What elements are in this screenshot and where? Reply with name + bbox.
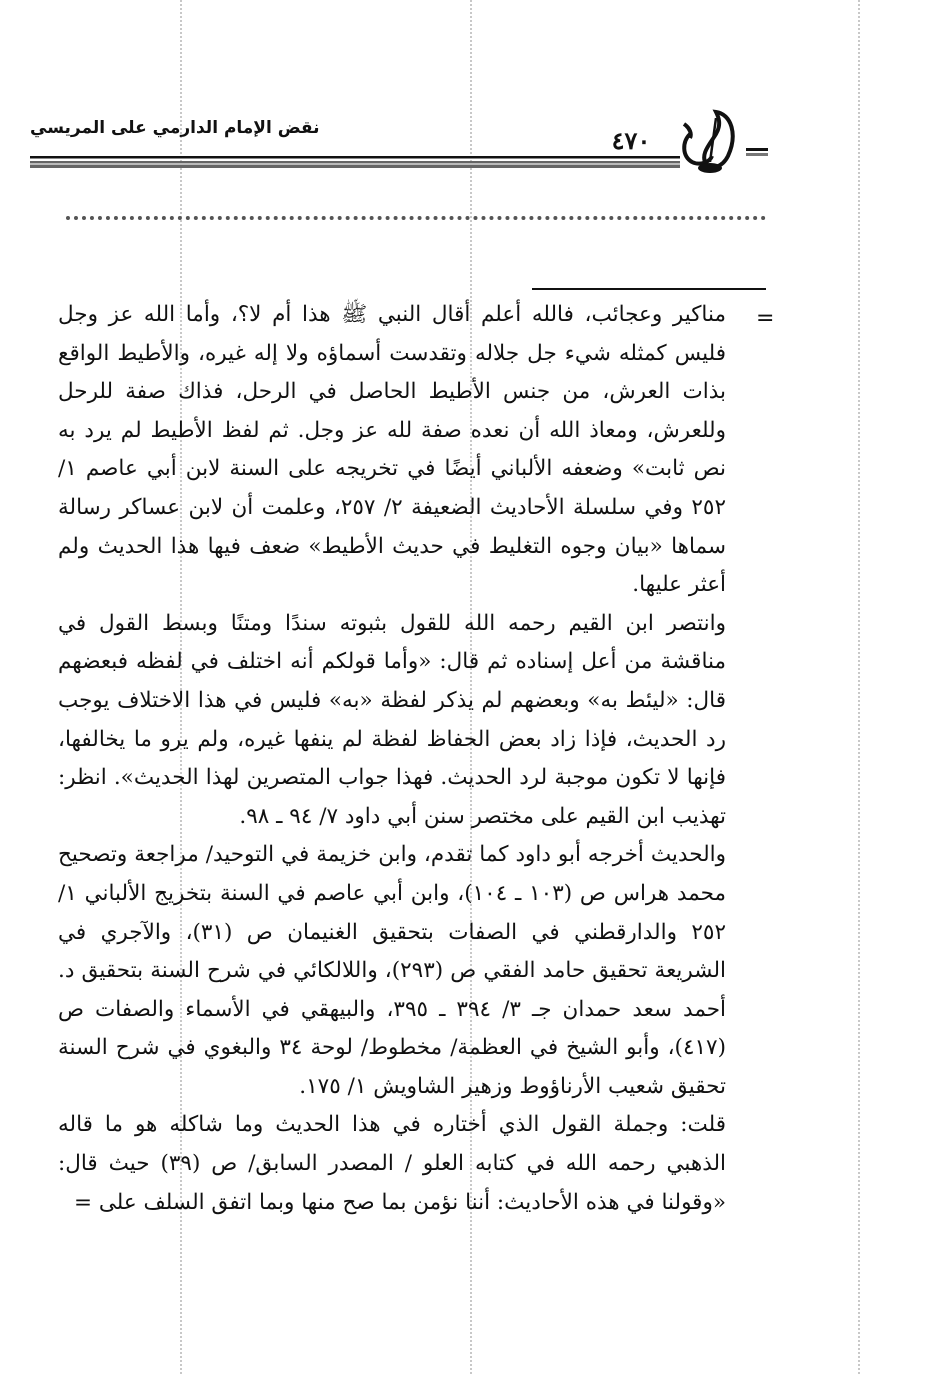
dotted-separator <box>66 216 766 226</box>
footnote-continuation-mark: = <box>756 306 775 331</box>
footnote-text <box>58 296 726 1222</box>
feather-quill-ornament-icon <box>676 104 744 176</box>
scan-artifact-line <box>858 0 860 1374</box>
footnote-trailing-mark: = <box>73 1189 92 1215</box>
header-rule <box>30 156 680 170</box>
footnote-paragraph: والحديث أخرجه أبو داود كما تقدم، وابن خزيمة في التوحيد/ مراجعة وتصحيح محمد هراس ص (١٠٣ ـ ١٠٤)، وابن أبي عاصم في السنة بتخريج الألباني ١/ ٢٥٢ والدارقطني في الصفات بتحقيق الغنيمان ص (٣١)، والآجري في الشريعة تحقيق حامد الفقي ص (٢٩٣)، واللالكائي في شرح السنة بتحقيق د. أحمد سعد حمدان جـ ٣/ ٣٩٤ ـ ٣٩٥، والبيهقي في الأسماء والصفات ص (٤١٧)، وأبو الشيخ في العظمة/ مخطوط/ لوحة ٣٤ والبغوي في شرح السنة تحقيق شعيب الأرناؤوط وزهير الشاويش ١/ ١٧٥. <box>58 842 727 1099</box>
footnote-paragraph: وانتصر ابن القيم رحمه الله للقول بثبوته سندًا ومتنًا وبسط القول في مناقشة من أعل إسناده ثم قال: «وأما قولكم أنه اختلف في لفظه فبعضهم قال: «ليئط به» وبعضهم لم يذكر لفظة «به» فليس في هذا الاختلاف يوجب رد الحديث، فإذا زاد بعض الحفاظ لفظة لم ينفها غيره، ولم يرو ما يخالفها، فإنها لا تكون موجبة لرد الحديث. فهذا جواب المتصرين لهذا الحديث». انظر: تهذيب ابن القيم على مختصر سنن أبي داود ٧/ ٩٤ ـ ٩٨. <box>58 610 726 829</box>
page-number: ٤٧٠ <box>611 126 651 155</box>
footnote-paragraph: مناكير وعجائب، فالله أعلم أقال النبي ﷺ هذا أم لا؟، وأما الله عز وجل فليس كمثله شيء جل جلاله وتقدست أسماؤه ولا إله غيره، والأطيط الواقع بذات العرش، من جنس الأطيط الحاصل في الرحل، فذاك صفة للرحل وللعرش، ومعاذ الله أن نعده صفة لله عز وجل. ثم لفظ الأطيط لم يرد به نص ثابت» وضعفه الألباني أيضًا في تخريجه على السنة لابن أبي عاصم ١/ ٢٥٢ وفي سلسلة الأحاديث الضعيفة ٢/ ٢٥٧، وعلمت أن لابن عساكر رسالة سماها «بيان وجوه التغليط في حديث الأطيط» ضعف فيها هذا الحديث ولم أعثر عليها. <box>58 302 727 598</box>
footnote-paragraph-text: قلت: وجملة القول الذي أختاره في هذا الحديث وما شاكله هو ما قاله الذهبي رحمه الله في كتابه العلو / المصدر السابق/ ص (٣٩) حيث قال: «وقولنا في هذه الأحاديث: أننا نؤمن بما صح منها وبما اتفق السلف على <box>58 1112 727 1215</box>
footnote-paragraph <box>58 1106 726 1222</box>
header-dash-icon <box>746 146 768 158</box>
running-header-title: نقض الإمام الدارمي على المريسي <box>30 118 320 138</box>
footnote-separator-line <box>532 288 766 290</box>
